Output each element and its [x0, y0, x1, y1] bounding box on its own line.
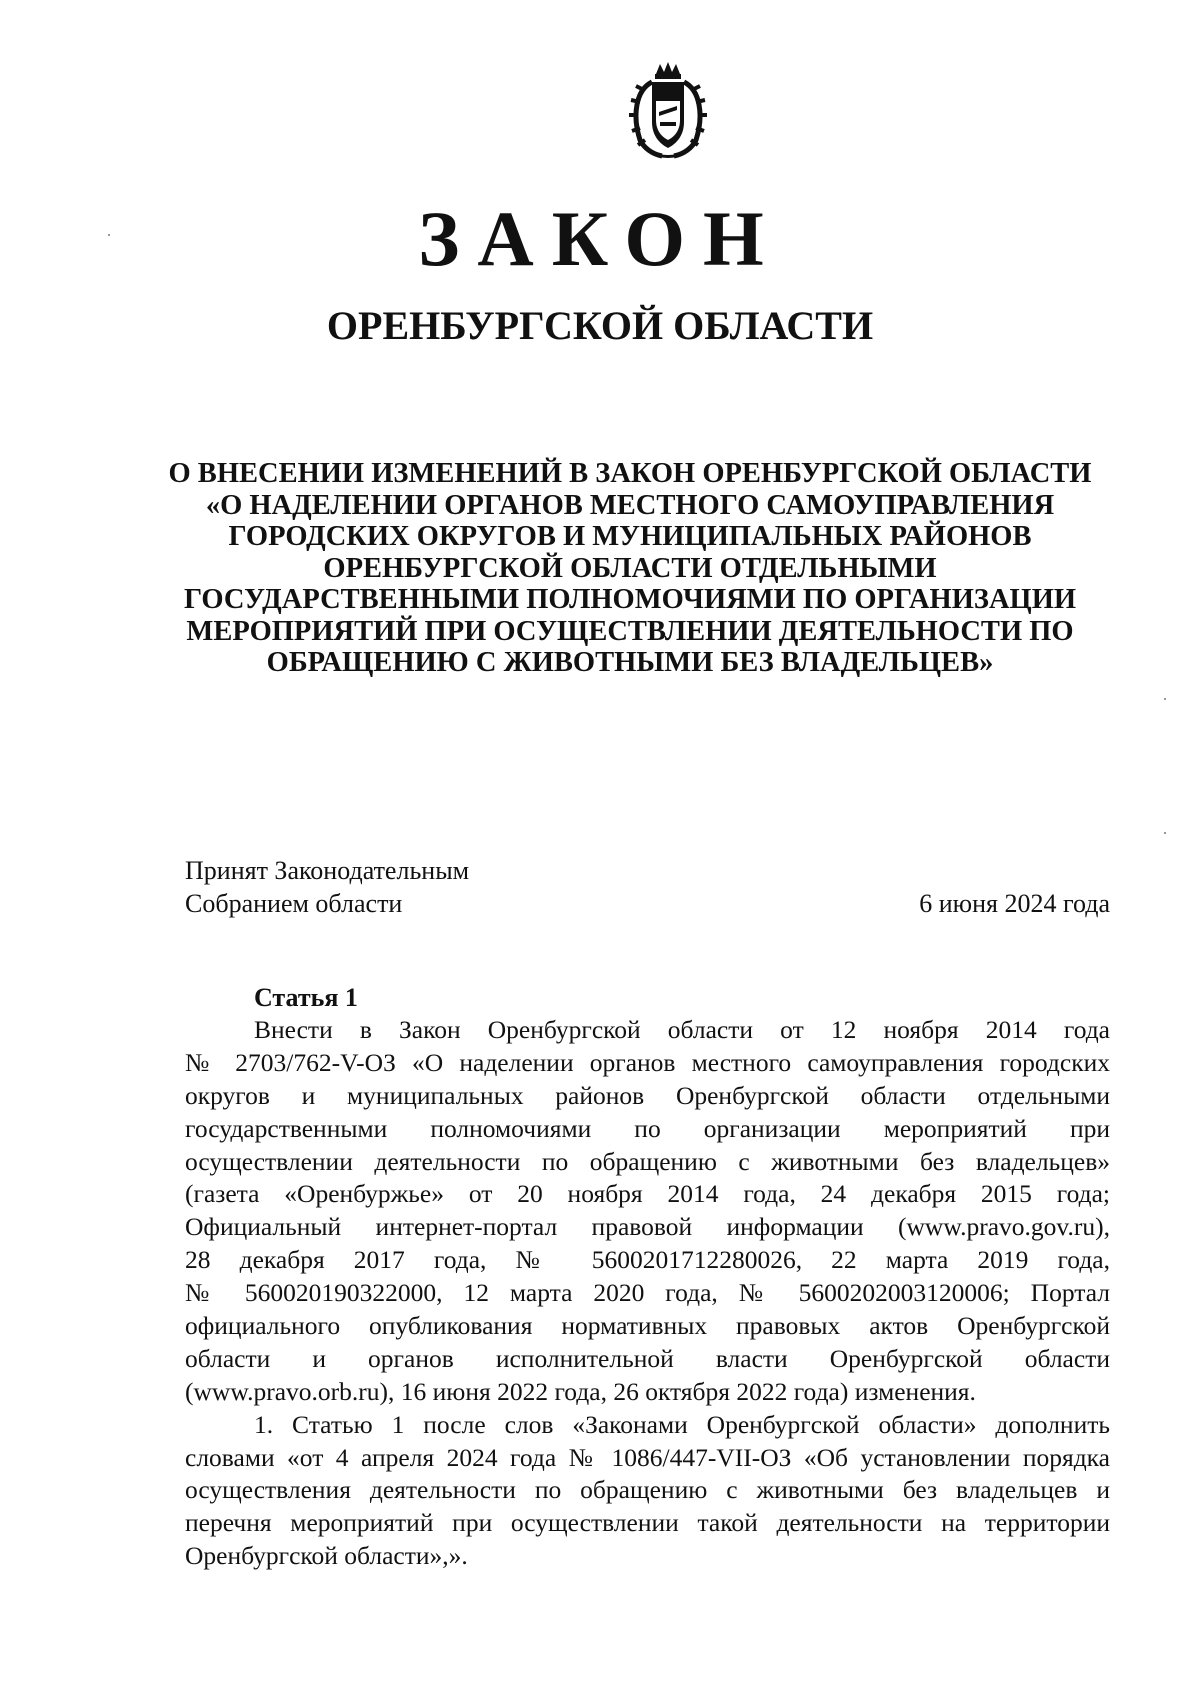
- body-line: № 2703/762-V-ОЗ «О наделении органов местного самоуправления городских: [185, 1047, 1110, 1077]
- heading-line: ГОСУДАРСТВЕННЫМИ ПОЛНОМОЧИЯМИ ПО ОРГАНИЗАЦИИ: [183, 584, 1077, 615]
- body-line: перечня мероприятий при осуществлении такой деятельности на территории: [185, 1508, 1110, 1538]
- scan-speck: [1164, 832, 1166, 834]
- body-line: № 560020190322000, 12 марта 2020 года, № 5600202003120006; Портал: [185, 1278, 1110, 1308]
- adoption-statement: [185, 854, 469, 920]
- body-line: (www.pravo.orb.ru), 16 июня 2022 года, 26 октября 2022 года) изменения.: [185, 1376, 976, 1406]
- adoption-date: 6 июня 2024 года: [919, 889, 1110, 918]
- body-line: Внести в Закон Оренбургской области от 12 ноября 2014 года: [254, 1015, 1110, 1044]
- body-line: официального опубликования нормативных правовых актов Оренбургской: [185, 1311, 1110, 1341]
- article-title: Статья 1: [254, 983, 358, 1012]
- law-heading: [150, 458, 1110, 679]
- document-title: ЗАКОН: [418, 195, 782, 282]
- body-line: словами «от 4 апреля 2024 года № 1086/447-VII-ОЗ «Об установлении порядка: [185, 1442, 1110, 1472]
- body-line: 28 декабря 2017 года, № 5600201712280026, 22 марта 2019 года,: [185, 1245, 1110, 1275]
- body-line: осуществления деятельности по обращению с животными без владельцев и: [185, 1475, 1110, 1505]
- body-line: (газета «Оренбуржье» от 20 ноября 2014 года, 24 декабря 2015 года;: [185, 1179, 1110, 1209]
- heading-line: ГОРОДСКИХ ОКРУГОВ И МУНИЦИПАЛЬНЫХ РАЙОНОВ: [228, 521, 1032, 552]
- coat-of-arms-emblem: [622, 60, 714, 160]
- heading-line: МЕРОПРИЯТИЙ ПРИ ОСУЩЕСТВЛЕНИИ ДЕЯТЕЛЬНОСТИ ПО: [186, 615, 1074, 647]
- body-line: области и органов исполнительной власти Оренбургской области: [185, 1343, 1110, 1373]
- document-subtitle: ОРЕНБУРГСКОЙ ОБЛАСТИ: [326, 303, 874, 348]
- body-line: государственными полномочиями по организации мероприятий при: [185, 1113, 1110, 1143]
- body-line: Официальный интернет-портал правовой информации (www.pravo.gov.ru),: [185, 1212, 1110, 1242]
- body-line: осуществлении деятельности по обращению с животными без владельцев»: [185, 1146, 1110, 1176]
- body-line: округов и муниципальных районов Оренбургской области отдельными: [185, 1080, 1110, 1110]
- heading-line: ОБРАЩЕНИЮ С ЖИВОТНЫМИ БЕЗ ВЛАДЕЛЬЦЕВ»: [266, 647, 994, 678]
- article-body: [185, 1014, 1110, 1573]
- body-line: Оренбургской области»,».: [185, 1541, 468, 1571]
- adoption-line: Собранием области: [185, 889, 403, 918]
- scan-speck: [108, 234, 110, 236]
- scan-speck: [1164, 698, 1166, 700]
- body-line: 1. Статью 1 после слов «Законами Оренбургской области» дополнить: [254, 1409, 1110, 1439]
- heading-line: О ВНЕСЕНИИ ИЗМЕНЕНИЙ В ЗАКОН ОРЕНБУРГСКОЙ ОБЛАСТИ: [168, 458, 1092, 489]
- adoption-line: Принят Законодательным: [185, 856, 470, 885]
- heading-line: «О НАДЕЛЕНИИ ОРГАНОВ МЕСТНОГО САМОУПРАВЛЕНИЯ: [205, 489, 1055, 521]
- heading-line: ОРЕНБУРГСКОЙ ОБЛАСТИ ОТДЕЛЬНЫМИ: [323, 552, 937, 584]
